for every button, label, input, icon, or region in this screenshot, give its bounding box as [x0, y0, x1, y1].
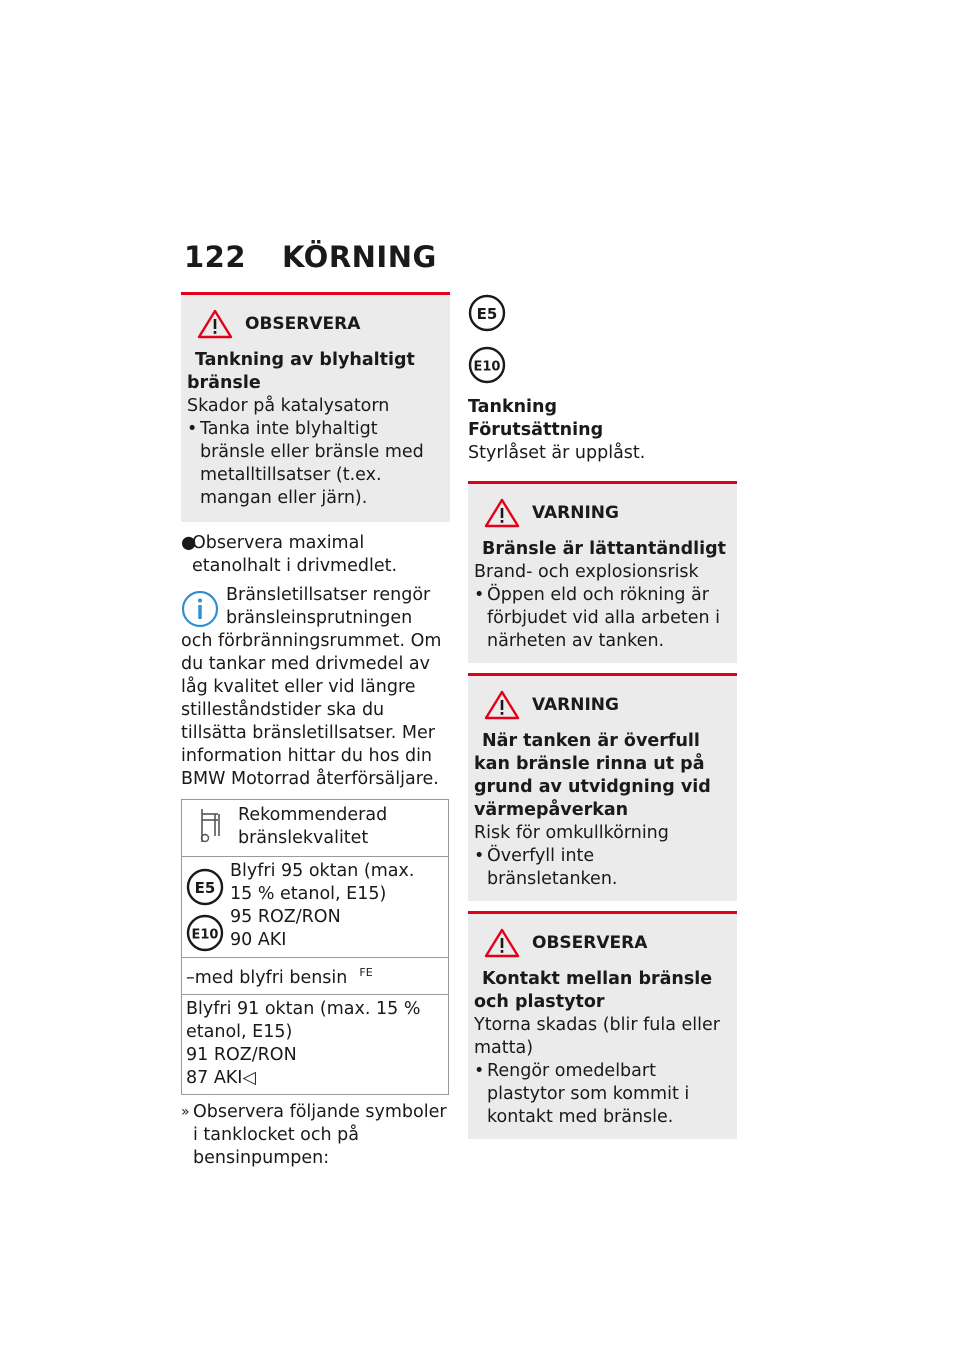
notice-bullet: • Rengör omedelbart plastytor som kommit i kontakt med bränsle.	[474, 1060, 729, 1129]
notice-label: OBSERVERA	[532, 933, 648, 953]
table-row	[182, 800, 449, 857]
page-number: 122	[184, 240, 247, 274]
e10-symbol-icon	[468, 346, 506, 384]
warning-triangle-icon	[484, 690, 520, 720]
warning-label: VARNING	[532, 695, 619, 715]
bullet-dot	[474, 1060, 487, 1129]
warning-bullet: • Överfyll inte bränsletanken.	[474, 845, 729, 891]
table-row	[182, 958, 449, 995]
notice-header	[484, 928, 729, 958]
bullet-arrow: »	[181, 1103, 190, 1120]
bullet-dot: ●	[181, 533, 197, 553]
prerequisite-text: Styrlåset är upplåst.	[468, 443, 646, 463]
page-header	[184, 240, 437, 274]
section-title: Tankning	[468, 397, 558, 417]
warning-label: VARNING	[532, 503, 619, 523]
notice-consequence: Ytorna skadas (blir fula eller matta)	[474, 1015, 720, 1058]
fuel-quality-table	[181, 799, 449, 1095]
notice-bullet: • Tanka inte blyhaltigt bränsle eller bränsle med metalltillsatser (t.ex. mangan eller järn).	[187, 418, 442, 510]
bullet-dot	[187, 418, 200, 510]
warning-consequence: Brand- och explosionsrisk	[474, 562, 699, 582]
warning-header	[484, 498, 729, 528]
svg-text:E10: E10	[191, 927, 219, 943]
table-header: Rekommenderad bränslekvalitet	[238, 805, 388, 848]
prerequisite-title: Förutsättning	[468, 420, 604, 440]
notice-consequence: Skador på katalysatorn	[187, 396, 390, 416]
max-ethanol-bullet: ● Observera maximal etanolhalt i drivmedlet.	[181, 533, 398, 576]
warning-box-overfill	[468, 673, 737, 901]
svg-text:E5: E5	[194, 879, 216, 897]
notice-title: Tankning av blyhaltigt bränsle	[187, 350, 415, 393]
notice-title: Kontakt mellan bränsle och plastytor	[474, 969, 713, 1012]
info-text-first: Bränsletillsatser rengör bränsleinsprutningen	[226, 585, 431, 628]
table-row	[182, 994, 449, 1094]
warning-header	[484, 690, 729, 720]
notice-header	[197, 309, 442, 339]
svg-text:E5: E5	[476, 305, 498, 323]
fuel-spec-95: Blyfri 95 oktan (max. 15 % etanol, E15) 95 ROZ/RON 90 AKI	[230, 861, 415, 950]
info-note	[181, 584, 450, 791]
notice-box-lead	[181, 292, 450, 522]
warning-triangle-icon	[484, 928, 520, 958]
fuel-spec-91: Blyfri 91 oktan (max. 15 % etanol, E15) 91 ROZ/RON 87 AKI◁	[186, 998, 421, 1088]
info-icon	[181, 590, 219, 628]
right-column	[468, 294, 737, 1139]
warning-triangle-icon	[484, 498, 520, 528]
warning-title: När tanken är överfull kan bränsle rinna ut på grund av utvidgning vid värmepåverkan	[474, 731, 711, 820]
warning-title: Bränsle är lättantändligt	[482, 539, 727, 559]
chapter-title: KÖRNING	[282, 240, 437, 274]
warning-consequence: Risk för omkullkörning	[474, 823, 669, 843]
warning-triangle-icon	[197, 309, 233, 339]
warning-bullet: • Öppen eld och rökning är förbjudet vid alla arbeten i närheten av tanken.	[474, 584, 729, 653]
info-text-rest: och förbränningsrummet. Om du tankar med drivmedel av låg kvalitet eller vid längre stilleståndstider ska du tillsätta bränsletillsatser. Mer information hittar du hos din BMW Motorrad återförsäljare.	[181, 631, 442, 789]
notice-label: OBSERVERA	[245, 314, 361, 334]
e5-symbol-icon	[186, 868, 224, 906]
bullet-dot	[474, 584, 487, 653]
fuel-pump-icon	[198, 806, 228, 846]
fe-superscript: FE	[359, 966, 373, 979]
left-column	[181, 292, 450, 1170]
warning-box-flammable	[468, 481, 737, 663]
notice-box-plastic	[468, 911, 737, 1139]
bullet-dot	[474, 845, 487, 891]
observe-symbols-bullet: » Observera följande symboler i tanklocket och på bensinpumpen:	[181, 1101, 447, 1168]
svg-text:E10: E10	[473, 359, 501, 375]
e10-symbol-icon	[186, 914, 224, 952]
table-row	[182, 857, 449, 958]
unleaded-label: –med blyfri bensin	[186, 967, 348, 988]
e5-symbol-icon	[468, 294, 506, 332]
